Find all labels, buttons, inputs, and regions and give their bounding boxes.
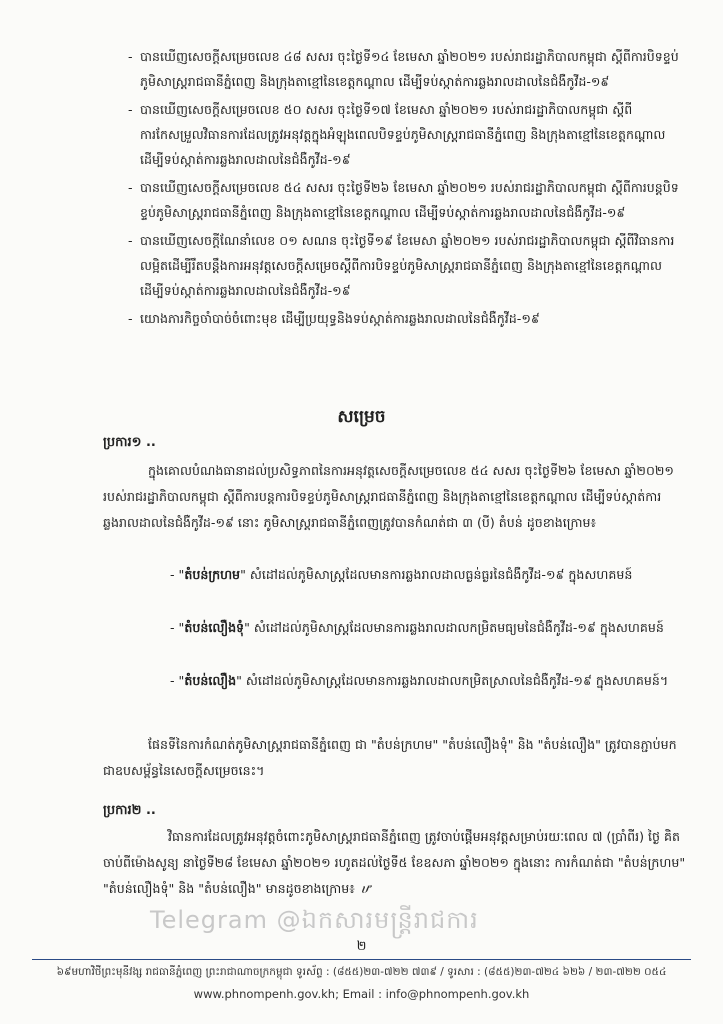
zone-description: សំដៅដល់ភូមិសាស្ត្រដែលមានការឆ្លងរាលដាលកម្រិតស្រាលនៃជំងឺកូវីដ-១៩ ក្នុងសហគមន៍។ — [241, 673, 669, 688]
footer-divider — [32, 959, 691, 960]
page-number: ២ — [356, 939, 367, 954]
zone-name: តំបន់ក្រហម — [184, 567, 241, 582]
zone-dark-yellow-item: - "តំបន់លឿងទុំ" សំដៅដល់ភូមិសាស្ត្រដែលមានការឆ្លងរាលដាលកម្រិតមធ្យមនៃជំងឺកូវីដ-១៩ ក្នុងសហគមន៍ — [170, 620, 664, 635]
footer-address: ៦៩មហាវិថីព្រះមុនីវង្ស រាជធានីភ្នំពេញ ព្រះរាជាណាចក្រកម្ពុជា ទូរស័ព្ទ : (៨៥៥)២៣-៧២២ ៧៣៩ / ទូរសារ : (៨៥៥)២៣-៧២៤ ៦២៦ / ២៣-៧២២ ០៥៤ — [56, 966, 667, 978]
preamble-item: - យោងភារកិច្ចចាំបាច់ចំពោះមុខ ដើម្បីប្រយុទ្ធនិងទប់ស្កាត់ការឆ្លងរាលដាលនៃជំងឺកូវីដ-១៩ — [128, 306, 688, 331]
article-2-heading: ប្រការ២ .. — [103, 803, 156, 818]
article-1-intro: ក្នុងគោលបំណងធានាដល់ប្រសិទ្ធភាពនៃការអនុវត្តសេចក្តីសម្រេចលេខ ៥៤ សសរ ចុះថ្ងៃទី២៦ ខែមេសា ឆ្នាំ២០២១ របស់រាជរដ្ឋាភិបាលកម្ពុជា ស្តីពីការបន្តការបិទខ្ទប់ភូមិសាស្ត្ររាជធានីភ្នំពេញ និងក្រុងតាខ្មៅនៃខេត្តកណ្តាល ដើម្បីទប់ស្កាត់ការឆ្លងរាលដាលនៃជំងឺកូវីដ-១៩ នោះ ភូមិសាស្ត្ររាជធានីភ្នំពេញត្រូវបានកំណត់ជា ៣ (បី) តំបន់ ដូចខាងក្រោម៖ — [103, 463, 674, 530]
zone-description: សំដៅដល់ភូមិសាស្ត្រដែលមានការឆ្លងរាលដាលកម្រិតមធ្យមនៃជំងឺកូវីដ-១៩ ក្នុងសហគមន៍ — [249, 620, 664, 635]
preamble-item: - បានឃើញសេចក្តីសម្រេចលេខ ៥០ សសរ ចុះថ្ងៃទី១៧ ខែមេសា ឆ្នាំ២០២១ របស់រាជរដ្ឋាភិបាលកម្ពុជា ស្តីពីការកែសម្រួលវិធានការដែលត្រូវអនុវត្តក្នុងអំឡុងពេលបិទខ្ទប់ភូមិសាស្ត្ររាជធានីភ្នំពេញ និងក្រុងតាខ្មៅនៃខេត្តកណ្តាល ដើម្បីទប់ស្កាត់ការឆ្លងរាលដាលនៃជំងឺកូវីដ-១៩ — [128, 97, 688, 172]
preamble-item: - បានឃើញសេចក្តីសម្រេចលេខ ៤៨ សសរ ចុះថ្ងៃទី១៤ ខែមេសា ឆ្នាំ២០២១ របស់រាជរដ្ឋាភិបាលកម្ពុជា ស្តីពីការបិទខ្ទប់ភូមិសាស្ត្ររាជធានីភ្នំពេញ និងក្រុងតាខ្មៅនៃខេត្តកណ្តាល ដើម្បីទប់ស្កាត់ការឆ្លងរាលដាលនៃជំងឺកូវីដ-១៩ — [128, 44, 688, 94]
zone-red-item: - "តំបន់ក្រហម" សំដៅដល់ភូមិសាស្ត្រដែលមានការឆ្លងរាលដាលធ្ងន់ធ្ងរនៃជំងឺកូវីដ-១៩ ក្នុងសហគមន៍ — [170, 567, 633, 582]
preamble-item: - បានឃើញសេចក្តីសម្រេចលេខ ៥៤ សសរ ចុះថ្ងៃទី២៦ ខែមេសា ឆ្នាំ២០២១ របស់រាជរដ្ឋាភិបាលកម្ពុជា ស្តីពីការបន្តបិទខ្ទប់ភូមិសាស្ត្ររាជធានីភ្នំពេញ និងក្រុងតាខ្មៅនៃខេត្តកណ្តាល ដើម្បីទប់ស្កាត់ការឆ្លងរាលដាលនៃជំងឺកូវីដ-១៩ — [128, 175, 688, 225]
zone-yellow-item: - "តំបន់លឿង" សំដៅដល់ភូមិសាស្ត្រដែលមានការឆ្លងរាលដាលកម្រិតស្រាលនៃជំងឺកូវីដ-១៩ ក្នុងសហគមន៍។ — [170, 673, 669, 688]
preamble-item: - បានឃើញសេចក្តីណែនាំលេខ ០១ សណន ចុះថ្ងៃទី១៩ ខែមេសា ឆ្នាំ២០២១ របស់រាជរដ្ឋាភិបាលកម្ពុជា ស្តីពីវិធានការលម្អិតដើម្បីរឹតបន្តឹងការអនុវត្តសេចក្តីសម្រេចស្តីពីការបិទខ្ទប់ភូមិសាស្ត្ររាជធានីភ្នំពេញ និងក្រុងតាខ្មៅនៃខេត្តកណ្តាល ដើម្បីទប់ស្កាត់ការឆ្លងរាលដាលនៃជំងឺកូវីដ-១៩ — [128, 228, 688, 303]
article-1-closing: ផែនទីនៃការកំណត់ភូមិសាស្ត្ររាជធានីភ្នំពេញ ជា "តំបន់ក្រហម" "តំបន់លឿងទុំ" និង "តំបន់លឿង" ត្រូវបានភ្ជាប់មកជាឧបសម្ព័ន្ធនៃសេចក្តីសម្រេចនេះ។ — [103, 737, 677, 778]
footer-website[interactable]: www.phnompenh.gov.kh; Email : info@phnompenh.gov.kh — [193, 987, 530, 1001]
article-1-heading: ប្រការ១ .. — [103, 435, 156, 450]
zone-description: សំដៅដល់ភូមិសាស្ត្រដែលមានការឆ្លងរាលដាលធ្ងន់ធ្ងរនៃជំងឺកូវីដ-១៩ ក្នុងសហគមន៍ — [245, 567, 633, 582]
decision-title: សម្រេច — [337, 407, 386, 427]
preamble-list — [128, 44, 688, 334]
article-2-text — [103, 824, 688, 902]
telegram-watermark: Telegram @ឯកសារមន្ត្រីរាជការ — [150, 906, 479, 934]
initials-mark: ሆ — [360, 881, 371, 897]
zone-name: តំបន់លឿង — [184, 673, 237, 688]
article-2-body: វិធានការដែលត្រូវអនុវត្តចំពោះភូមិសាស្ត្ររាជធានីភ្នំពេញ ត្រូវចាប់ផ្តើមអនុវត្តសម្រាប់រយៈពេល ៧ (ប្រាំពីរ) ថ្ងៃ គិតចាប់ពីម៉ោងសូន្យ នាថ្ងៃទី២៨ ខែមេសា ឆ្នាំ២០២១ រហូតដល់ថ្ងៃទី៥ ខែឧសភា ឆ្នាំ២០២១ ក្នុងនោះ ការកំណត់ជា "តំបន់ក្រហម" "តំបន់លឿងទុំ" និង "តំបន់លឿង" មានដូចខាងក្រោម៖ — [103, 829, 686, 896]
zone-name: តំបន់លឿងទុំ — [184, 620, 245, 635]
